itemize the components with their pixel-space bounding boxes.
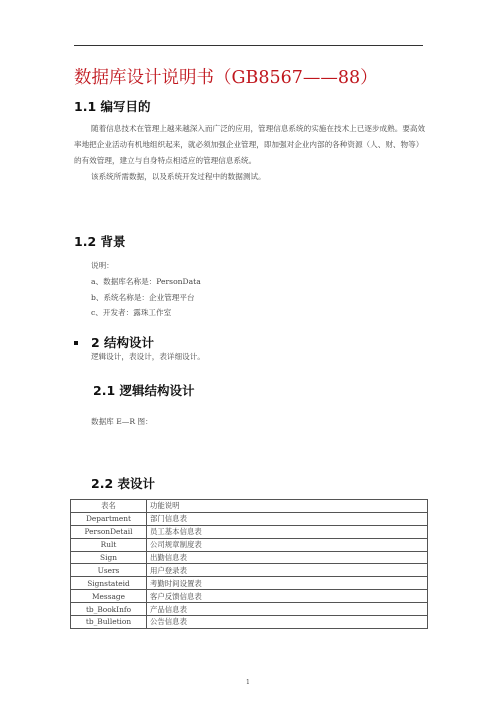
table-description-cell: 用户登录表: [147, 564, 428, 577]
table-description-cell: 员工基本信息表: [147, 525, 428, 538]
page-number: 1: [246, 679, 250, 686]
table-name-cell: Message: [71, 590, 147, 603]
heading-1-2: 1.2 背景: [74, 234, 126, 249]
purpose-text: 随着信息技术在管理上越来越深入而广泛的应用，管理信息系统的实施在技术上已逐步成熟。要高效率地把企业活动有机地组织起来，就必须加强企业管理，即加强对企业内部的各种资源（人、财、物等）的有效管理，建立与自身特点相适应的管理信息系统。: [74, 124, 426, 165]
table-row: [71, 551, 428, 564]
header-rule: [74, 45, 423, 46]
purpose-paragraph: [74, 121, 426, 185]
purpose-text-2: 该系统所需数据，以及系统开发过程中的数据测试。: [91, 172, 266, 181]
er-diagram-text: 数据库 E—R 图：: [91, 417, 153, 426]
background-item-c: c、开发者：露珠工作室: [91, 308, 172, 317]
table-description-cell: 公司规章制度表: [147, 538, 428, 551]
table-name-cell: tb_Bulletion: [71, 616, 147, 629]
table-description-cell: 考勤时间设置表: [147, 577, 428, 590]
table-description-cell: 部门信息表: [147, 512, 428, 525]
table-header-cell: 功能说明: [147, 500, 428, 513]
table-description-cell: 产品信息表: [147, 603, 428, 616]
heading-2-2: 2.2 表设计: [91, 476, 155, 491]
bullet-marker: [74, 341, 78, 345]
table-row: [71, 603, 428, 616]
table-description-cell: 出勤信息表: [147, 551, 428, 564]
background-item-a: a、数据库名称是：PersonData: [91, 277, 201, 286]
table-design: [70, 499, 428, 629]
structure-text: 逻辑设计，表设计，表详细设计。: [91, 352, 205, 361]
background-item-b: b、系统名称是：企业管理平台: [91, 293, 195, 302]
table-row: [71, 564, 428, 577]
table-name-cell: PersonDetail: [71, 525, 147, 538]
background-label: 说明：: [91, 261, 114, 270]
heading-2-1: 2.1 逻辑结构设计: [93, 383, 195, 398]
table-description-cell: 客户反馈信息表: [147, 590, 428, 603]
table-description-cell: 公告信息表: [147, 616, 428, 629]
table-row: [71, 577, 428, 590]
heading-1-1: 1.1 编写目的: [74, 99, 151, 114]
document-title: 数据库设计说明书（GB8567——88）: [74, 68, 378, 88]
table-name-cell: Signstateid: [71, 577, 147, 590]
table-name-cell: Department: [71, 512, 147, 525]
table-row: [71, 590, 428, 603]
table-name-cell: tb_BookInfo: [71, 603, 147, 616]
table-row: [71, 616, 428, 629]
table-row: [71, 538, 428, 551]
table-header-row: [71, 500, 428, 513]
table-row: [71, 512, 428, 525]
table-name-cell: Users: [71, 564, 147, 577]
table-header-cell: 表名: [71, 500, 147, 513]
table-name-cell: Sign: [71, 551, 147, 564]
heading-2: 2 结构设计: [91, 335, 155, 350]
table-row: [71, 525, 428, 538]
table-name-cell: Rult: [71, 538, 147, 551]
